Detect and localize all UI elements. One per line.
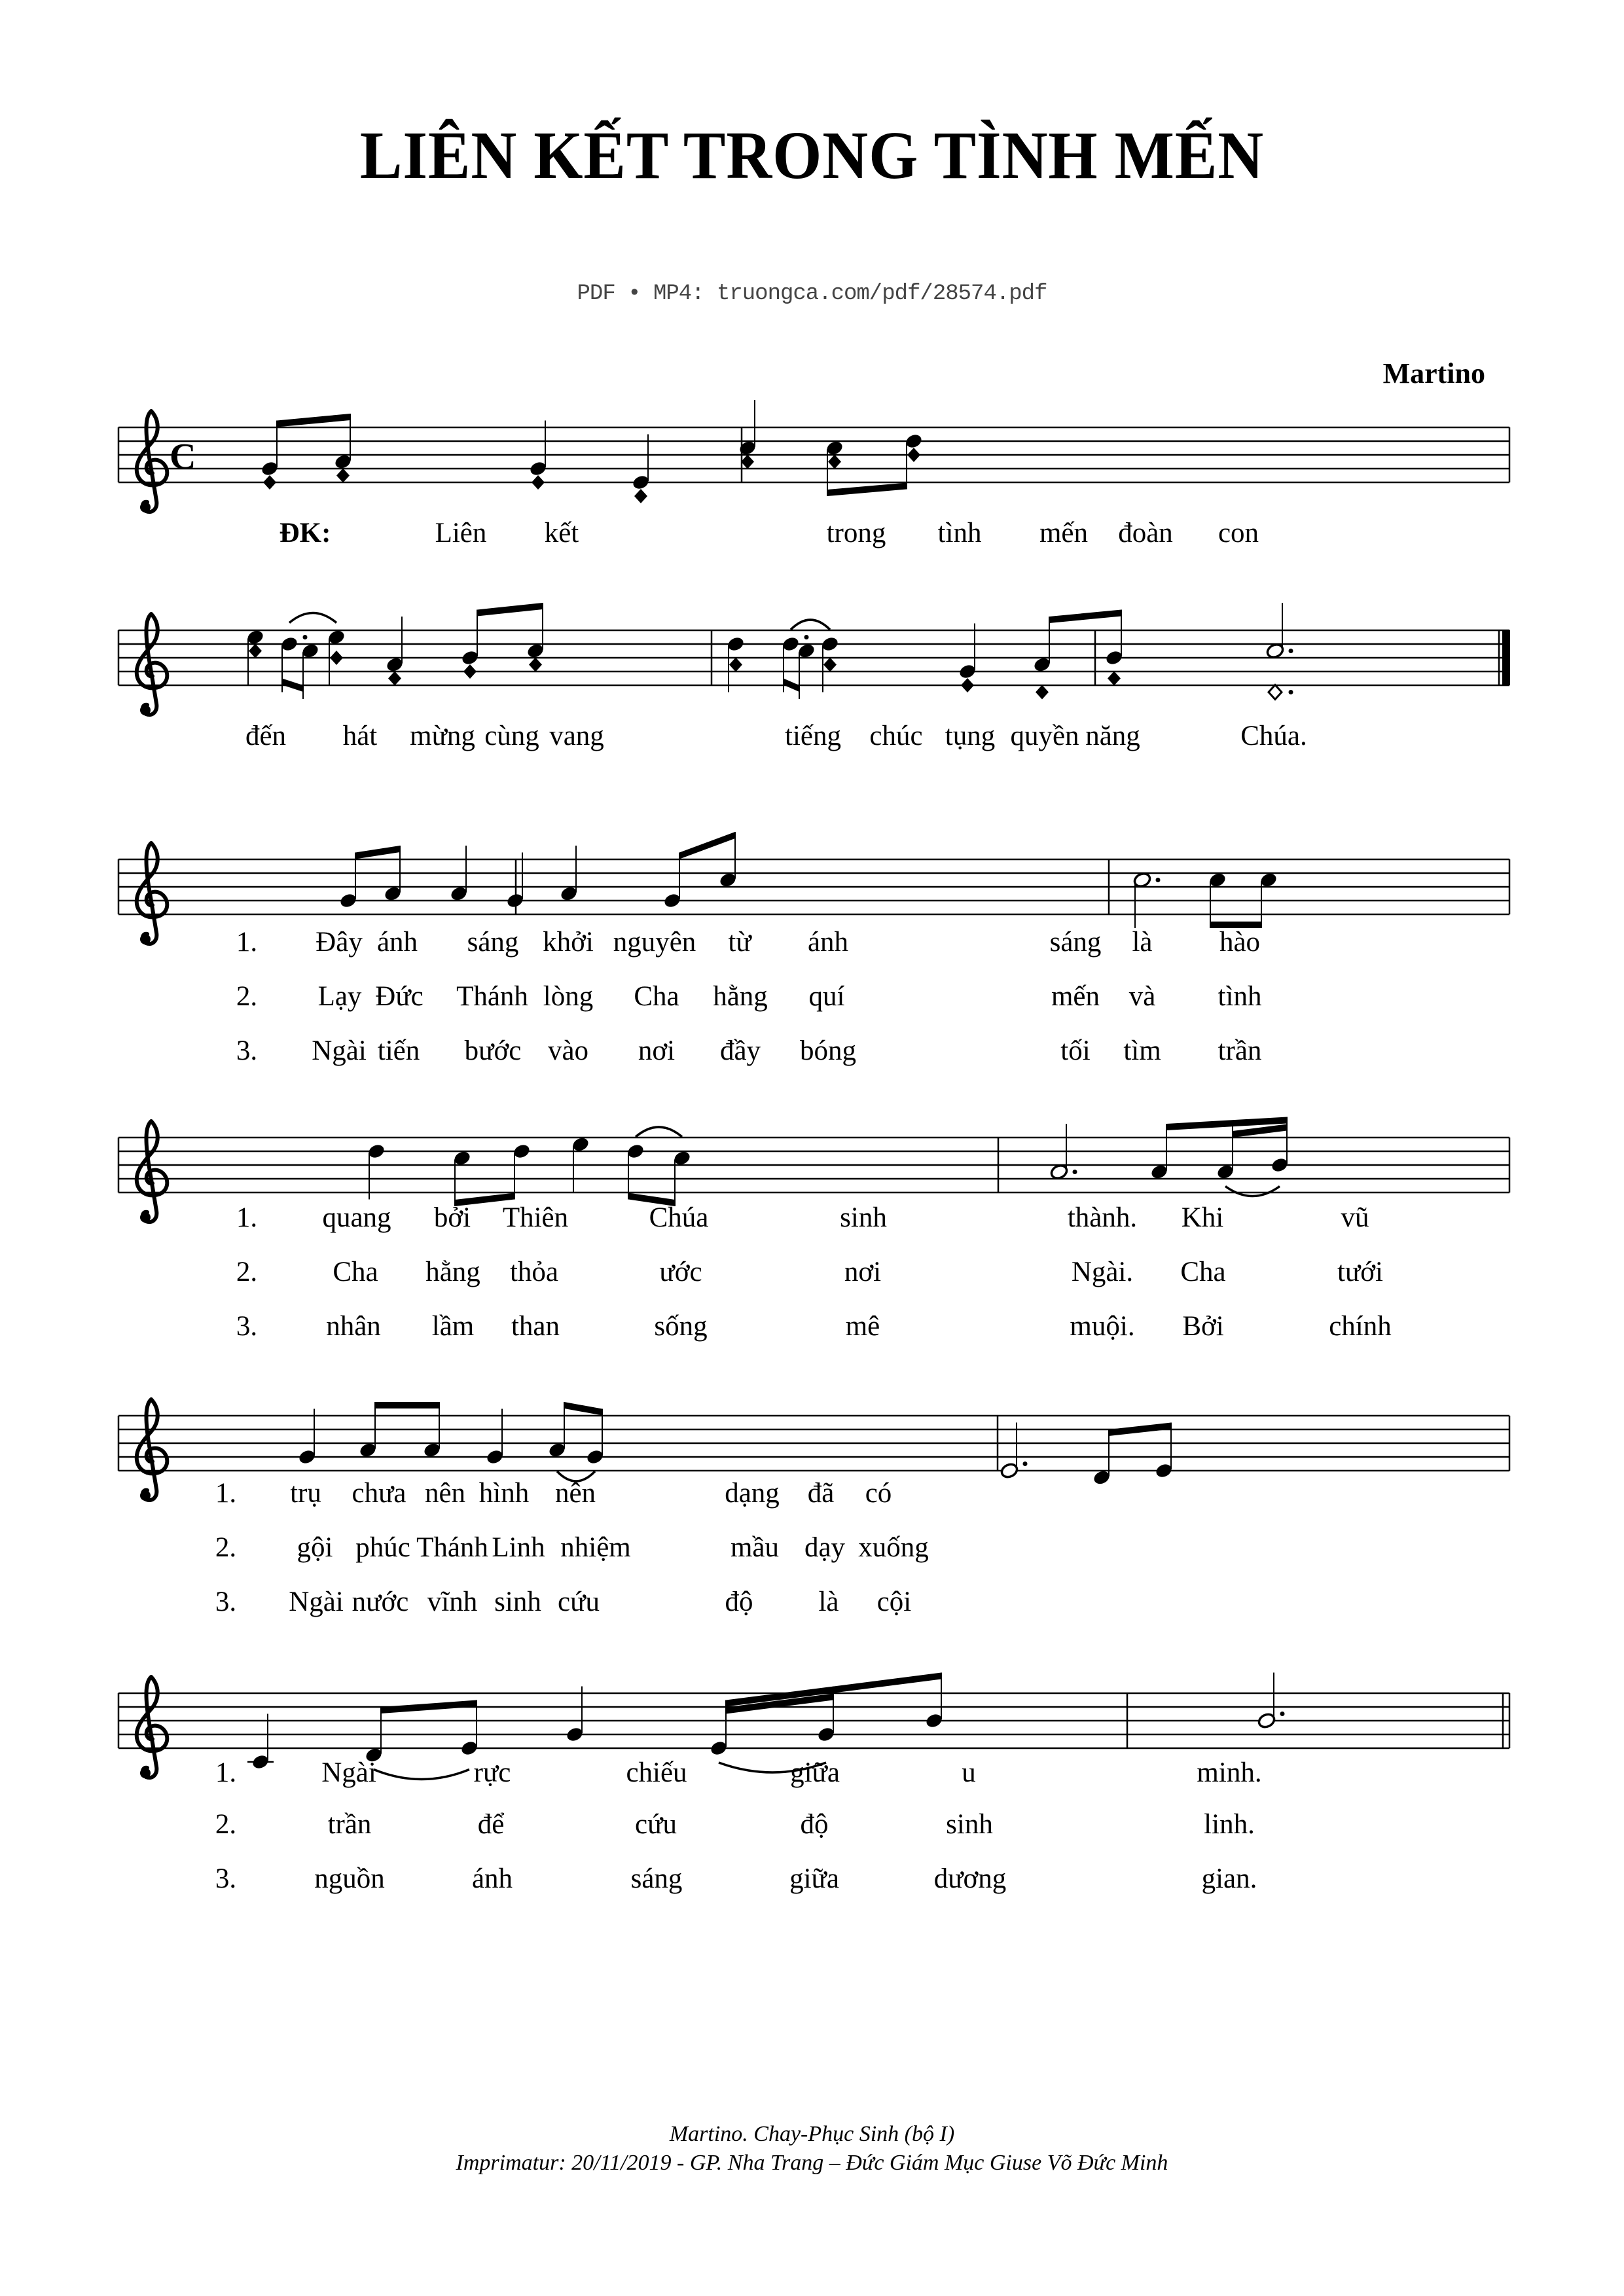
lyric-syllable: gội — [297, 1532, 333, 1563]
lyric-syllable: ánh — [807, 927, 849, 958]
lyric-syllable: thành. — [1067, 1202, 1138, 1233]
diamond-note-head — [463, 664, 477, 679]
lyric-syllable: lầm — [431, 1311, 475, 1342]
lyric-syllable: Chúa. — [1240, 721, 1307, 751]
lyric-syllable: sáng — [467, 927, 519, 958]
diamond-note-head — [823, 658, 837, 672]
footer-imprimatur: Imprimatur: 20/11/2019 - GP. Nha Trang – Đức Giám Mục Giuse Võ Đức Minh — [456, 2151, 1168, 2175]
lyric-syllable: quang — [322, 1202, 391, 1233]
lyric-syllable: hình — [478, 1478, 530, 1509]
augmentation-dot — [303, 635, 308, 639]
lyric-syllable: Thánh — [456, 981, 528, 1012]
song-title: LIÊN KẾT TRONG TÌNH MẾN — [359, 118, 1265, 193]
lyric-syllable: vĩnh — [427, 1587, 478, 1617]
lyric-syllable: chúc — [869, 721, 923, 751]
lyric-syllable: lòng — [543, 981, 594, 1012]
lyric-syllable: vang — [549, 721, 604, 751]
lyric-syllable: Lạy — [317, 981, 362, 1012]
lyric-syllable: phúc — [355, 1532, 410, 1563]
diamond-note-head — [330, 651, 343, 665]
diamond-note-head — [388, 672, 401, 686]
lyric-syllable: Bởi — [1182, 1311, 1224, 1342]
lyric-syllable: Thiên — [502, 1202, 569, 1233]
lyric-syllable: bởi — [433, 1202, 471, 1233]
lyric-syllable: Khi — [1181, 1202, 1224, 1233]
lyric-syllable: nguyên — [613, 927, 696, 958]
lyric-syllable: linh. — [1204, 1809, 1255, 1840]
lyric-syllable: nơi — [638, 1035, 676, 1066]
lyric-syllable: nhân — [326, 1311, 381, 1342]
lyric-syllable: Đức — [375, 981, 424, 1012]
diamond-note-head — [336, 469, 350, 483]
eighth-beam — [827, 483, 907, 497]
lyric-syllable: tìm — [1123, 1035, 1161, 1066]
sixteenth-beam — [784, 679, 799, 692]
lyric-syllable: dạy — [804, 1532, 846, 1563]
eighth-beam — [381, 1700, 477, 1714]
lyric-syllable: chính — [1329, 1311, 1392, 1342]
lyric-syllable: quí — [808, 981, 845, 1012]
diamond-note-head — [961, 678, 974, 692]
lyric-syllable: bóng — [800, 1035, 856, 1066]
lyric-syllable: Đây — [316, 927, 363, 958]
verse-number: 3. — [236, 1035, 258, 1066]
lyric-syllable: muội. — [1070, 1311, 1135, 1342]
diamond-note-head — [249, 644, 262, 658]
lyric-syllable: Cha — [333, 1257, 378, 1287]
lyric-syllable: Ngài. — [1071, 1257, 1134, 1287]
lyric-syllable: và — [1128, 981, 1156, 1012]
slur — [1225, 1187, 1280, 1196]
eighth-beam — [375, 1402, 439, 1408]
verse-number: 1. — [215, 1478, 237, 1509]
treble-clef-icon — [137, 1677, 168, 1778]
verse-number: 3. — [215, 1863, 237, 1894]
diamond-half-note-head — [1269, 685, 1282, 700]
final-barline-thick — [1502, 630, 1510, 685]
lyric-syllable: để — [477, 1809, 505, 1840]
lyric-syllable: tiến — [377, 1035, 420, 1066]
lyric-syllable: nên — [424, 1478, 466, 1509]
treble-clef-icon — [137, 843, 168, 944]
slur — [791, 620, 830, 630]
treble-clef-icon — [137, 1399, 168, 1501]
lyric-syllable: hào — [1219, 927, 1261, 958]
lyric-syllable: sinh — [840, 1202, 887, 1233]
lyric-syllable: mến — [1039, 518, 1089, 548]
lyric-syllable: độ — [725, 1587, 753, 1617]
lyric-syllable: chiếu — [626, 1757, 687, 1788]
source-link[interactable]: PDF • MP4: truongca.com/pdf/28574.pdf — [577, 281, 1047, 306]
verse-number: 2. — [236, 981, 258, 1012]
verse-number: 1. — [236, 1202, 258, 1233]
augmentation-dot — [1289, 649, 1293, 653]
lyric-syllable: hát — [342, 721, 378, 751]
lyric-syllable: mầu — [730, 1532, 780, 1563]
lyric-syllable: tiếng — [785, 721, 841, 751]
lyric-syllable: ánh — [471, 1863, 513, 1894]
augmentation-dot — [1156, 878, 1161, 882]
lyric-syllable: Ngài — [321, 1757, 376, 1788]
diamond-note-head — [1036, 685, 1049, 700]
lyric-syllable: trụ — [290, 1478, 321, 1509]
lyric-syllable: sáng — [1049, 927, 1102, 958]
verse-number: 3. — [236, 1311, 258, 1342]
lyric-syllable: gian. — [1201, 1863, 1257, 1894]
lyric-syllable: từ — [728, 927, 751, 958]
augmentation-dot — [1280, 1712, 1285, 1716]
lyric-syllable: xuống — [858, 1532, 929, 1563]
lyric-syllable: độ — [800, 1809, 829, 1840]
verse-number: 2. — [215, 1532, 237, 1563]
lyric-syllable: mến — [1051, 981, 1100, 1012]
lyric-syllable: thỏa — [509, 1257, 559, 1287]
lyric-syllable: hằng — [425, 1257, 480, 1287]
verse-number: 2. — [215, 1809, 237, 1840]
slur — [289, 613, 336, 623]
eighth-beam — [355, 846, 400, 859]
lyric-syllable: ước — [659, 1257, 702, 1287]
verse-number: 1. — [215, 1757, 237, 1788]
diamond-note-head — [741, 455, 754, 469]
lyric-syllable: kết — [544, 518, 579, 548]
eighth-beam — [679, 832, 735, 859]
lyric-syllable: chưa — [352, 1478, 406, 1509]
diamond-note-head — [729, 658, 742, 672]
diamond-note-head — [907, 448, 920, 462]
lyric-syllable: mừng — [410, 721, 475, 751]
lyric-syllable: là — [1132, 927, 1153, 958]
eighth-beam — [564, 1402, 602, 1416]
lyric-syllable: nhiệm — [560, 1532, 631, 1563]
lyric-syllable: nơi — [844, 1257, 882, 1287]
lyric-syllable: sinh — [946, 1809, 993, 1840]
lyric-syllable: tình — [1218, 981, 1262, 1012]
lyric-syllable: sinh — [494, 1587, 541, 1617]
lyric-syllable: giữa — [790, 1757, 840, 1788]
lyric-syllable: nước — [352, 1587, 409, 1617]
lyric-syllable: Linh — [492, 1532, 545, 1563]
lyric-syllable: năng — [1085, 721, 1140, 751]
lyric-syllable: Chúa — [649, 1202, 709, 1233]
augmentation-dot — [1023, 1462, 1028, 1466]
lyric-syllable: minh. — [1197, 1757, 1262, 1788]
lyric-syllable: sống — [654, 1311, 708, 1342]
sixteenth-beam — [1233, 1124, 1287, 1138]
augmentation-dot — [1289, 690, 1293, 694]
lyric-syllable: cội — [876, 1587, 912, 1617]
composer-name: Martino — [1382, 357, 1485, 389]
diamond-note-head — [532, 475, 545, 490]
lyric-syllable: dương — [933, 1863, 1007, 1894]
lyric-syllable: là — [818, 1587, 839, 1617]
lyric-syllable: tối — [1060, 1035, 1091, 1066]
lyric-syllable: mê — [845, 1311, 880, 1342]
verse-number: 2. — [236, 1257, 258, 1287]
lyric-syllable: trần — [1218, 1035, 1262, 1066]
diamond-note-head — [263, 475, 276, 490]
lyric-syllable: sáng — [630, 1863, 683, 1894]
lyric-syllable: con — [1218, 518, 1259, 548]
footer-source: Martino. Chay-Phục Sinh (bộ I) — [669, 2122, 955, 2146]
lyric-syllable: tình — [937, 518, 982, 548]
lyric-syllable: dạng — [725, 1478, 780, 1509]
lyric-syllable: trần — [327, 1809, 372, 1840]
lyric-syllable: ánh — [376, 927, 418, 958]
lyric-syllable: Ngài — [289, 1587, 344, 1617]
lyric-syllable: trong — [826, 518, 886, 548]
common-time-icon: C — [170, 437, 196, 477]
slur — [636, 1127, 682, 1137]
treble-clef-icon — [137, 1121, 168, 1223]
lyric-syllable: vào — [547, 1035, 589, 1066]
augmentation-dot — [804, 635, 809, 639]
verse-number: 3. — [215, 1587, 237, 1617]
lyric-syllable: đầy — [719, 1035, 761, 1066]
lyric-syllable: tưới — [1337, 1257, 1383, 1287]
lyric-syllable: Ngài — [312, 1035, 367, 1066]
lyric-syllable: đã — [807, 1478, 835, 1509]
diamond-note-head — [1108, 672, 1121, 686]
lyric-syllable: bước — [464, 1035, 522, 1066]
lyric-syllable: khởi — [543, 927, 594, 958]
lyric-syllable: có — [865, 1478, 892, 1509]
eighth-beam — [477, 603, 543, 617]
sixteenth-beam — [282, 679, 303, 692]
lyric-syllable: giữa — [789, 1863, 839, 1894]
lyric-syllable: quyền — [1010, 721, 1079, 751]
lyric-syllable: nên — [554, 1478, 596, 1509]
augmentation-dot — [1073, 1170, 1077, 1174]
lyric-syllable: rực — [473, 1757, 511, 1788]
slur — [374, 1770, 469, 1780]
lyric-syllable: cứu — [558, 1587, 600, 1617]
lyric-syllable: u — [962, 1757, 976, 1788]
refrain-label: ĐK: — [279, 518, 331, 548]
lyric-syllable: tụng — [945, 721, 996, 751]
lyric-syllable: đến — [245, 721, 287, 751]
diamond-note-head — [828, 455, 841, 469]
verse-number: 1. — [236, 927, 258, 958]
lyric-syllable: Liên — [435, 518, 487, 548]
treble-clef-icon — [137, 411, 168, 512]
lyric-syllable: hằng — [713, 981, 768, 1012]
diamond-note-head — [529, 658, 542, 672]
lyric-syllable: Cha — [634, 981, 679, 1012]
lyric-syllable: cùng — [484, 721, 539, 751]
diamond-note-head — [634, 489, 647, 503]
lyric-syllable: đoàn — [1118, 518, 1173, 548]
eighth-beam — [1049, 610, 1121, 624]
lyric-syllable: cứu — [635, 1809, 677, 1840]
lyric-syllable: nguồn — [314, 1863, 385, 1894]
eighth-beam — [1109, 1423, 1171, 1437]
eighth-beam — [277, 414, 350, 427]
treble-clef-icon — [137, 614, 168, 715]
lyric-syllable: Thánh — [416, 1532, 488, 1563]
lyric-syllable: Cha — [1180, 1257, 1226, 1287]
lyric-syllable: vũ — [1341, 1202, 1369, 1233]
lyric-syllable: than — [511, 1311, 560, 1342]
